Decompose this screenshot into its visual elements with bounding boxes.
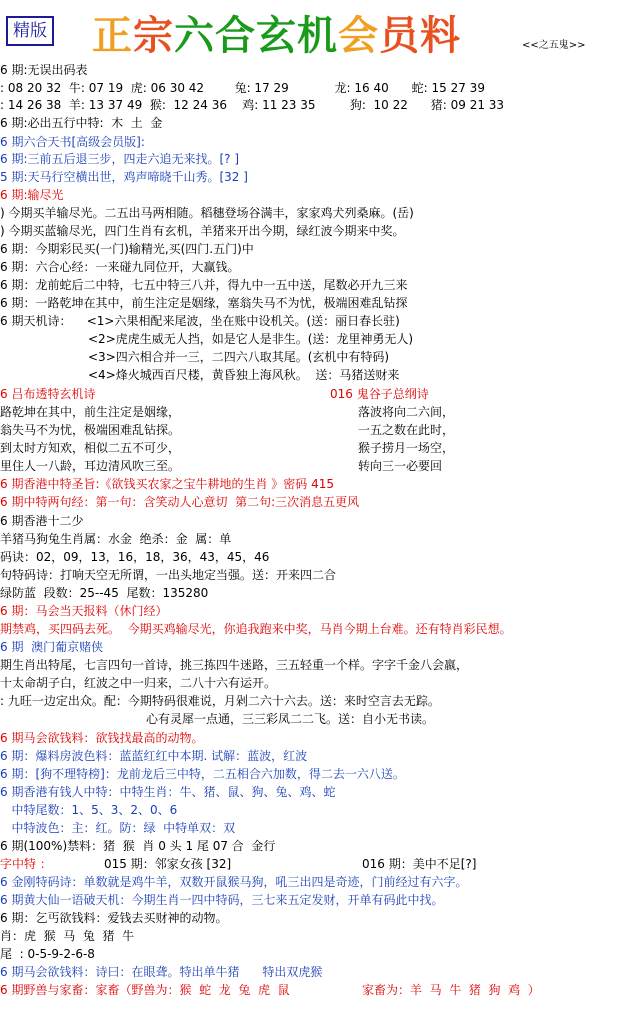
text-line: <2>虎虎生威无人挡，如是它人是非生。(送：龙里神勇无人) (88, 332, 414, 346)
text-line: : 08 20 32 牛: 07 19 虎: 06 30 42 兔: 17 29 龙: 16 40 蛇: 15 27 39 (0, 81, 485, 95)
text-line: 期生肖出特尾，七言四句一首诗，挑三拣四牛迷路，三五轻重一个样。字字千金八会嬴， (0, 658, 469, 672)
text-line: 十太命胡子白，红波之中一归来，二八十六有运开。 (0, 676, 277, 690)
text-line: 转向三一必要回 (358, 459, 443, 473)
text-line: 中特波色：主：红。防：绿 中特单双：双 (0, 821, 236, 835)
text-line: 期禁鸡，买四码去死。 今期买鸡输尽光，你追我跑来中奖，马肖今期上台难。还有特肖彩民想。 (0, 622, 512, 636)
text-line: 6 期野兽与家畜：家畜（野兽为：猴 蛇 龙 兔 虎 鼠 (0, 983, 290, 997)
text-line: 6 期:无误出码表 (0, 63, 88, 77)
text-line: 肖：虎 猴 马 兔 猪 牛 (0, 929, 135, 943)
text-line: 016 鬼谷子总纲诗 (330, 387, 429, 401)
text-line: 绿防蓝 段数：25--45 尾数：135280 (0, 586, 209, 600)
text-line: 落波将向二六间， (358, 405, 455, 419)
title-char: 合 (215, 13, 256, 59)
text-line: 一五之数在此时， (358, 423, 455, 437)
text-line: 路乾坤在其中，前生注定是姻缘， (0, 405, 181, 419)
text-line: 6 期：乞丐欲钱料：爱钱去买财神的动物。 (0, 911, 228, 925)
text-line: 6 期香港有钱人中特：中特生肖：牛、猪、鼠、狗、兔、鸡、蛇 (0, 785, 336, 799)
text-line: 羊猪马狗兔生肖属：水金 绝杀：金 属：单 (0, 532, 232, 546)
text-line: ) 今期买羊输尽光。二五出马两相随。稻穗登场谷满丰，家家鸡犬列桑麻。(岳) (0, 206, 414, 220)
text-line: <3>四六相合并一三，二四六八取其尾。(玄机中有特码) (88, 350, 390, 364)
title-char: 机 (297, 13, 338, 59)
text-line: 心有灵犀一点通，三三彩凤二二飞。送：自小无书读。 (146, 712, 435, 726)
text-line: 中特尾数：1、5、3、2、0、6 (0, 803, 178, 817)
text-line: 6 期马会欲钱料：欲钱找最高的动物。 (0, 731, 204, 745)
text-line: <4>烽火城西百尺楼，黄昏独上海风秋。 送：马猪送财来 (88, 368, 400, 382)
text-line: 翁失马不为忧，极端困难乱钻探。 (0, 423, 181, 437)
text-line: : 九旺一边定出众。配：今期特码很难说，月剁二六十六去。送：来时空言去无踪。 (0, 694, 440, 708)
text-line: ) 今期买蓝输尽光，四门生肖有玄机，羊猪来开出今期，绿红波今期来中奖。 (0, 224, 405, 238)
text-line: 6 期 澳门葡京赌侠 (0, 640, 104, 654)
text-line: 6 期:输尽光 (0, 188, 64, 202)
title-char: 正 (92, 13, 133, 59)
text-line: 6 吕布透特玄机诗 (0, 387, 96, 401)
text-line: 016 期：美中不足[?] (362, 857, 477, 871)
text-line: 句特码诗：打响天空无所谓，一出头地定当强。送：开来四二合 (0, 568, 337, 582)
text-line: 6 期:三前五后退三步，四走六追无来找。[? ] (0, 152, 240, 166)
text-line: 6 期黄大仙一语破天机：今期生肖一四中特码，三七来五定发财，开单有码此中找。 (0, 893, 444, 907)
text-line: 6 期(100%)禁料：猪 猴 肖 0 头 1 尾 07 合 金行 (0, 839, 276, 853)
text-line: 015 期：邻家女孩 [32] (104, 857, 232, 871)
text-line: 猴子捞月一场空， (358, 441, 455, 455)
title-char: 员 (379, 13, 420, 59)
title-char: 料 (420, 13, 461, 59)
text-line: 6 期：一路乾坤在其中，前生注定是姻缘，塞翁失马不为忧，极端困难乱钻探 (0, 296, 408, 310)
text-line: 6 期：龙前蛇后二中特，七五中特三八并，得九中一五中送，尾数必开九三来 (0, 278, 408, 292)
text-line: 尾 : 0-5-9-2-6-8 (0, 947, 95, 961)
text-line: 6 期香港十二少 (0, 514, 84, 528)
text-line: 6 期香港中特圣旨:《欲钱买农家之宝牛耕地的生肖 》密码 415 (0, 477, 335, 491)
text-line: 6 期：[狗不理特榜]：龙前龙后三中特，二五相合六加数，得二去一六八送。 (0, 767, 405, 781)
text-line: 里住人一八龄，耳边清风吹三至。 (0, 459, 181, 473)
title-char: 宗 (133, 13, 174, 59)
text-line: 到太时方知欢，相似二五不可少， (0, 441, 181, 455)
text-line: 5 期:天马行空横出世，鸡声啼晓千山秀。[32 ] (0, 170, 248, 184)
text-line: 6 期六合天书[高级会员版]: (0, 135, 145, 149)
text-line: 6 期马会欲钱料：诗曰：在眼聋。特出单牛猪 特出双虎猴 (0, 965, 323, 979)
title-char: 会 (338, 13, 379, 59)
text-line: 6 期：马会当天报料（休门经） (0, 604, 168, 618)
text-line: 6 期中特两句经：第一句：含笑动人心意切 第二句:三次消息五更风 (0, 495, 360, 509)
text-line: 6 期：爆料房波色料：蓝蓝红红中本期. 试解：蓝波，红波 (0, 749, 308, 763)
page-subtitle: <<之五鬼>> (522, 40, 586, 51)
title-char: 六 (174, 13, 215, 59)
page-title (92, 4, 461, 61)
text-line: 码诀：02，09，13，16，18，36，43，45，46 (0, 550, 270, 564)
page-header (0, 0, 621, 60)
text-line: : 14 26 38 羊: 13 37 49 猴: 12 24 36 鸡: 11 23 35 狗: 10 22 猪: 09 21 33 (0, 98, 505, 112)
text-line: 6 期：今期彩民买(一门)输精光,买(四门.五门)中 (0, 242, 254, 256)
jingban-badge: 精版 (6, 16, 54, 46)
text-line: 6 期：六合心经：一来碰九同位开，大赢钱。 (0, 260, 240, 274)
text-line: 字中特 ： (0, 857, 52, 871)
text-line: 6 金刚特码诗：单数就是鸡牛羊，双数开鼠猴马狗，吼三出四是奇迹，门前经过有六字。 (0, 875, 468, 889)
title-char: 玄 (256, 13, 297, 59)
text-line: 6 期天机诗： <1>六果相配来尾波，坐在账中设机关。(送：丽日春长驻) (0, 314, 400, 328)
text-line: 家畜为：羊 马 牛 猪 狗 鸡 ） (362, 983, 540, 997)
text-line: 6 期:必出五行中特: 木 土 金 (0, 116, 163, 130)
